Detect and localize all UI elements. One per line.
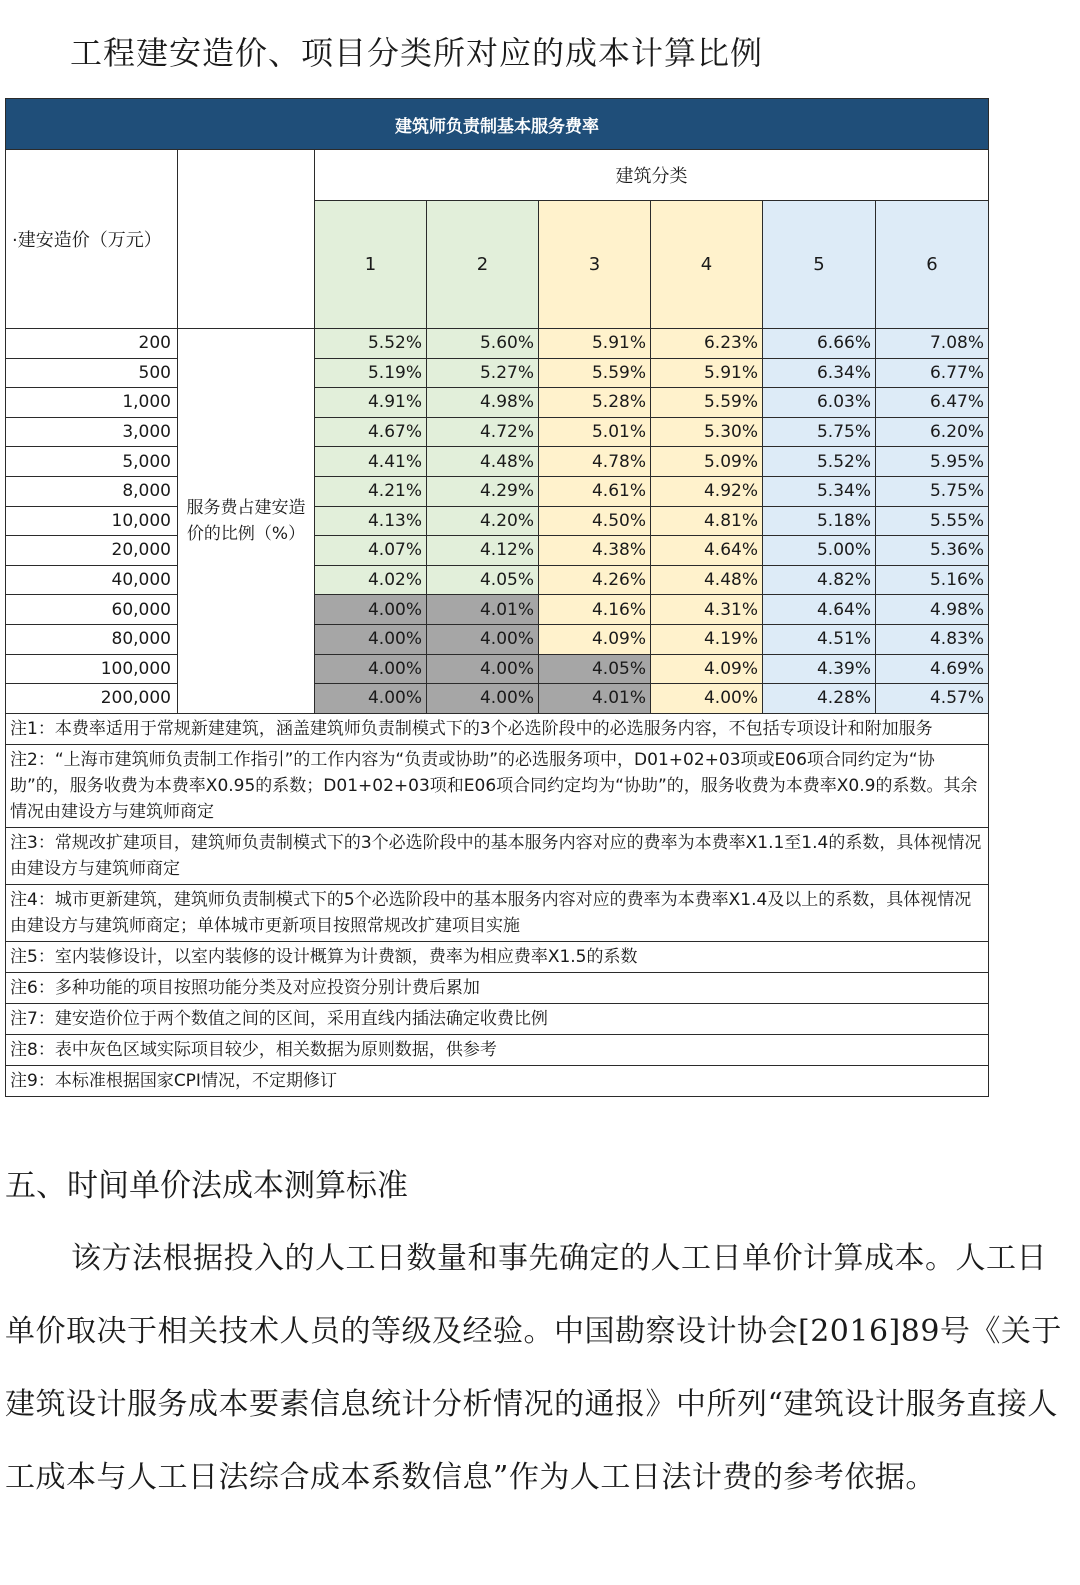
rate-cell: 5.75%	[876, 476, 989, 506]
rate-cell: 4.82%	[763, 565, 876, 595]
rate-cell: 4.83%	[876, 624, 989, 654]
fee-rate-table	[5, 98, 989, 1097]
rate-cell: 4.00%	[315, 684, 427, 714]
note-row	[6, 744, 989, 827]
page-heading: 工程建安造价、项目分类所对应的成本计算比例	[70, 34, 764, 72]
rate-cell: 4.72%	[427, 417, 539, 447]
table-title: 建筑师负责制基本服务费率	[6, 99, 989, 150]
note-text: 注5：室内装修设计，以室内装修的设计概算为计费额，费率为相应费率X1.5的系数	[6, 941, 989, 972]
note-row	[6, 827, 989, 884]
rate-cell: 5.01%	[539, 417, 651, 447]
note-text: 注9：本标准根据国家CPI情况，不定期修订	[6, 1065, 989, 1096]
category-6: 6	[876, 201, 989, 329]
rate-cell: 4.00%	[315, 595, 427, 625]
body-paragraph: 该方法根据投入的人工日数量和事先确定的人工日单价计算成本。人工日单价取决于相关技术人员的等级及经验。中国勘察设计协会[2016]89号《关于建筑设计服务成本要素信息统计分析情况的通报》中所列“建筑设计服务直接人工成本与人工日法综合成本系数信息”作为人工日法计费的参考依据。	[5, 1241, 1062, 1495]
rate-cell: 4.41%	[315, 447, 427, 477]
note-row	[6, 1034, 989, 1065]
table-row	[6, 476, 989, 506]
cost-cell: 1,000	[6, 388, 178, 418]
rate-cell: 4.13%	[315, 506, 427, 536]
table-row	[6, 595, 989, 625]
rate-cell: 6.20%	[876, 417, 989, 447]
rate-cell: 6.23%	[651, 329, 763, 359]
rate-cell: 6.03%	[763, 388, 876, 418]
rate-cell: 4.01%	[427, 595, 539, 625]
rate-cell: 4.61%	[539, 476, 651, 506]
rate-cell: 4.00%	[427, 654, 539, 684]
rate-cell: 5.95%	[876, 447, 989, 477]
rate-cell: 5.19%	[315, 358, 427, 388]
table-row	[6, 447, 989, 477]
table-row	[6, 624, 989, 654]
cost-cell: 100,000	[6, 654, 178, 684]
rate-cell: 4.98%	[427, 388, 539, 418]
cost-cell: 200,000	[6, 684, 178, 714]
table-row	[6, 536, 989, 566]
rate-cell: 4.50%	[539, 506, 651, 536]
rate-cell: 6.66%	[763, 329, 876, 359]
category-3: 3	[539, 201, 651, 329]
rate-cell: 7.08%	[876, 329, 989, 359]
table-row	[6, 388, 989, 418]
cost-cell: 40,000	[6, 565, 178, 595]
section-heading: 五、时间单价法成本测算标准	[5, 1168, 408, 1204]
rate-cell: 4.48%	[651, 565, 763, 595]
rate-cell: 6.47%	[876, 388, 989, 418]
rate-cell: 5.36%	[876, 536, 989, 566]
note-text: 注2：“上海市建筑师负责制工作指引”的工作内容为“负责或协助”的必选服务项中，D01+02+03项或E06项合同约定为“协助”的，服务收费为本费率X0.95的系数；D01+02+03项和E06项合同约定均为“协助”的，服务收费为本费率X0.9的系数。其余情况由建设方与建筑师商定	[6, 744, 989, 827]
rate-cell: 4.00%	[427, 624, 539, 654]
rate-cell: 4.38%	[539, 536, 651, 566]
rate-cell: 4.64%	[651, 536, 763, 566]
rate-cell: 4.09%	[539, 624, 651, 654]
cost-cell: 200	[6, 329, 178, 359]
rate-cell: 4.05%	[427, 565, 539, 595]
table-row	[6, 684, 989, 714]
rate-cell: 4.05%	[539, 654, 651, 684]
rate-cell: 6.34%	[763, 358, 876, 388]
note-text: 注6：多种功能的项目按照功能分类及对应投资分别计费后累加	[6, 972, 989, 1003]
category-2: 2	[427, 201, 539, 329]
rate-cell: 6.77%	[876, 358, 989, 388]
category-header: 建筑分类	[315, 150, 989, 201]
note-text: 注8：表中灰色区域实际项目较少，相关数据为原则数据，供参考	[6, 1034, 989, 1065]
cost-cell: 80,000	[6, 624, 178, 654]
category-1: 1	[315, 201, 427, 329]
table-row	[6, 417, 989, 447]
rate-cell: 4.64%	[763, 595, 876, 625]
rate-cell: 4.21%	[315, 476, 427, 506]
rate-cell: 5.30%	[651, 417, 763, 447]
category-5: 5	[763, 201, 876, 329]
note-row	[6, 972, 989, 1003]
table-row	[6, 358, 989, 388]
note-row	[6, 1065, 989, 1096]
cost-cell: 10,000	[6, 506, 178, 536]
rate-cell: 4.31%	[651, 595, 763, 625]
rate-cell: 4.02%	[315, 565, 427, 595]
note-row	[6, 1003, 989, 1034]
rate-cell: 4.19%	[651, 624, 763, 654]
rate-cell: 5.09%	[651, 447, 763, 477]
rate-cell: 5.91%	[539, 329, 651, 359]
note-row	[6, 713, 989, 744]
rate-cell: 5.75%	[763, 417, 876, 447]
blank-header-cell	[178, 150, 315, 329]
rate-cell: 4.92%	[651, 476, 763, 506]
note-text: 注4：城市更新建筑，建筑师负责制模式下的5个必选阶段中的基本服务内容对应的费率为本费率X1.4及以上的系数，具体视情况由建设方与建筑师商定；单体城市更新项目按照常规改扩建项目实施	[6, 884, 989, 941]
rate-cell: 4.09%	[651, 654, 763, 684]
rate-cell: 4.67%	[315, 417, 427, 447]
rate-cell: 4.48%	[427, 447, 539, 477]
rate-cell: 4.20%	[427, 506, 539, 536]
rate-cell: 5.34%	[763, 476, 876, 506]
cost-axis-label: ·建安造价（万元）	[6, 150, 178, 329]
cost-cell: 60,000	[6, 595, 178, 625]
rate-cell: 5.18%	[763, 506, 876, 536]
rate-cell: 4.26%	[539, 565, 651, 595]
rate-cell: 4.39%	[763, 654, 876, 684]
table-row	[6, 506, 989, 536]
rate-cell: 4.98%	[876, 595, 989, 625]
rate-cell: 4.16%	[539, 595, 651, 625]
cost-cell: 5,000	[6, 447, 178, 477]
rate-cell: 4.81%	[651, 506, 763, 536]
rate-cell: 4.78%	[539, 447, 651, 477]
rate-cell: 5.16%	[876, 565, 989, 595]
rate-cell: 4.69%	[876, 654, 989, 684]
rate-cell: 4.12%	[427, 536, 539, 566]
rate-cell: 4.01%	[539, 684, 651, 714]
cost-cell: 500	[6, 358, 178, 388]
cost-cell: 8,000	[6, 476, 178, 506]
rate-cell: 4.57%	[876, 684, 989, 714]
note-text: 注3：常规改扩建项目，建筑师负责制模式下的3个必选阶段中的基本服务内容对应的费率为本费率X1.1至1.4的系数，具体视情况由建设方与建筑师商定	[6, 827, 989, 884]
note-row	[6, 884, 989, 941]
rate-cell: 4.07%	[315, 536, 427, 566]
rate-cell: 5.59%	[651, 388, 763, 418]
note-text: 注1：本费率适用于常规新建建筑，涵盖建筑师负责制模式下的3个必选阶段中的必选服务内容，不包括专项设计和附加服务	[6, 713, 989, 744]
rate-cell: 4.51%	[763, 624, 876, 654]
rate-cell: 5.59%	[539, 358, 651, 388]
rate-cell: 4.91%	[315, 388, 427, 418]
rate-cell: 5.60%	[427, 329, 539, 359]
cost-cell: 20,000	[6, 536, 178, 566]
rate-cell: 4.00%	[651, 684, 763, 714]
rate-cell: 4.00%	[315, 624, 427, 654]
note-text: 注7：建安造价位于两个数值之间的区间，采用直线内插法确定收费比例	[6, 1003, 989, 1034]
table-row	[6, 565, 989, 595]
table-row	[6, 329, 989, 359]
table-row	[6, 654, 989, 684]
rate-cell: 4.00%	[315, 654, 427, 684]
rate-cell: 4.29%	[427, 476, 539, 506]
rate-cell: 5.27%	[427, 358, 539, 388]
rate-cell: 4.28%	[763, 684, 876, 714]
cost-cell: 3,000	[6, 417, 178, 447]
ratio-label-cell: 服务费占建安造价的比例（%）	[178, 329, 315, 714]
rate-cell: 4.00%	[427, 684, 539, 714]
note-row	[6, 941, 989, 972]
rate-cell: 5.00%	[763, 536, 876, 566]
rate-cell: 5.52%	[763, 447, 876, 477]
rate-cell: 5.52%	[315, 329, 427, 359]
rate-cell: 5.55%	[876, 506, 989, 536]
category-4: 4	[651, 201, 763, 329]
rate-cell: 5.91%	[651, 358, 763, 388]
rate-cell: 5.28%	[539, 388, 651, 418]
